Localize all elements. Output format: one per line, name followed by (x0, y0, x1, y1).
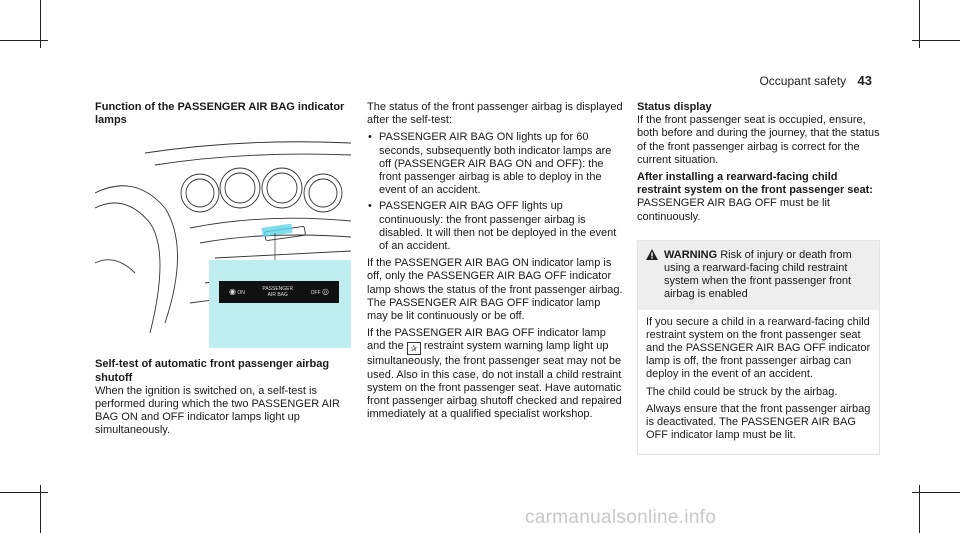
warning-title-block: WARNING Risk of injury or death from using a rearward-facing child restraint system when the front passenger front airbag is enabled (664, 248, 852, 301)
warning-icon (646, 249, 664, 302)
dashboard-illustration (95, 133, 351, 348)
paragraph: When the ignition is switched on, a self-test is performed during which the two PASSENGER AIR BAG ON and OFF indicator lamps light up simultaneously. (95, 384, 340, 437)
warning-box (637, 240, 880, 456)
paragraph: The child could be struck by the airbag. (646, 385, 838, 398)
crop-mark (0, 492, 48, 493)
crop-mark (912, 492, 960, 493)
indicator-on: ◉ ON (229, 286, 245, 296)
airbag-icon: ◉ (229, 286, 236, 296)
paragraph: If the PASSENGER AIR BAG ON indicator lamp is off, only the PASSENGER AIR BAG OFF indicator lamp shows the status of the front passenger airbag. The PASSENGER AIR BAG OFF indicator lamp may be lit continuously or be off. (367, 257, 623, 323)
paragraph: After installing a rearward-facing child restraint system on the front passenger seat: PASSENGER AIR BAG OFF must be lit continuously. (637, 171, 873, 223)
paragraph: If the PASSENGER AIR BAG OFF indicator lamp and the ✰ restraint system warning lamp light up simultaneously, the front passenger seat may not be used. Also in this case, do not install a child restraint system on the front passenger seat. Have automatic front passenger airbag shutoff checked and repaired immediately at a qualified specialist workshop. (367, 327, 622, 421)
warning-header (638, 241, 879, 310)
paragraph: Always ensure that the front passenger airbag is deactivated. The PASSENGER AIR BAG OFF indicator lamp must be lit. (646, 402, 871, 442)
paragraph: If you secure a child in a rearward-facing child restraint system on the front passenger seat and the PASSENGER AIR BAG OFF indicator lamp is off, the front passenger airbag can deploy in the event of an accident. (646, 315, 871, 381)
column-1 (95, 101, 351, 442)
indicator-label: PASSENGER AIR BAG (262, 286, 294, 299)
section-title: Occupant safety (759, 74, 847, 88)
page-header (759, 73, 872, 88)
bold-lead: After installing a rearward-facing child restraint system on the front passenger seat: (637, 171, 873, 197)
indicator-off: OFF ◎ (310, 286, 329, 296)
section-heading: Function of the PASSENGER AIR BAG indicator lamps (95, 101, 345, 127)
column-3 (637, 101, 880, 455)
column-2 (367, 101, 623, 425)
indicator-panel (219, 281, 339, 303)
crop-mark (0, 40, 48, 41)
list-item: • PASSENGER AIR BAG ON lights up for 60 seconds, subsequently both indicator lamps are off (PASSENGER AIR BAG ON and OFF): the front passenger airbag is able to deploy in the event of an accident. (379, 131, 623, 197)
crop-mark (912, 40, 960, 41)
warning-title: WARNING (664, 248, 718, 261)
warning-body (638, 310, 879, 455)
list-item: • PASSENGER AIR BAG OFF lights up continuously: the front passenger airbag is disabled. It will then not be deployed in the event of an accident. (379, 200, 623, 253)
paragraph: The status of the front passenger airbag is displayed after the self-test: (367, 101, 623, 127)
subsection-heading: Self-test of automatic front passenger airbag shutoff (95, 358, 330, 384)
paragraph: If the front passenger seat is occupied, ensure, both before and during the journey, that the status of the front passenger airbag is correct for the current situation. (637, 114, 880, 166)
airbag-off-icon: ◎ (322, 286, 329, 296)
dashboard-drawing (95, 133, 351, 348)
status-list (367, 131, 623, 253)
section-heading: Status display (637, 101, 712, 113)
page-number: 43 (857, 73, 872, 88)
watermark: carmanualsonline.info (525, 507, 717, 528)
seatbelt-warning-icon: ✰ (407, 342, 421, 355)
